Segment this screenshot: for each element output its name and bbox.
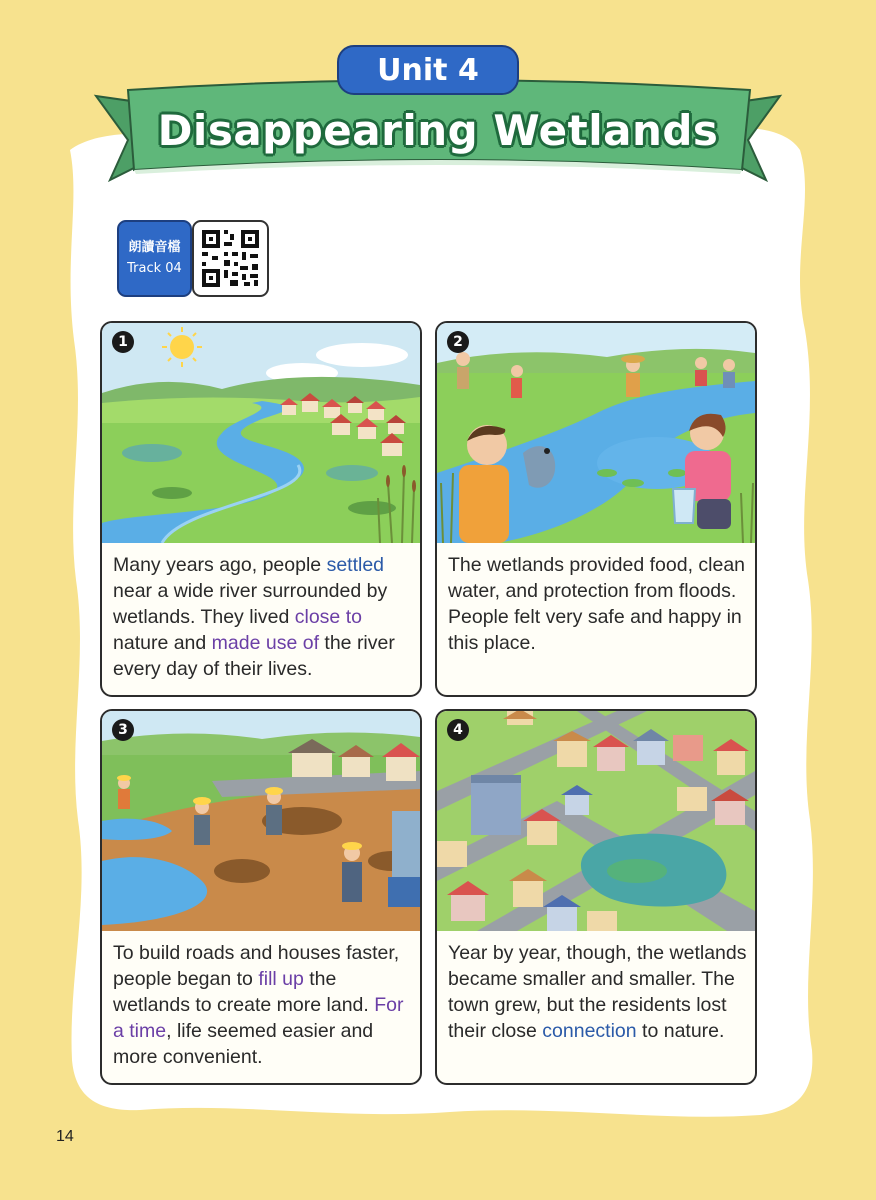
caption-segment: the wetlands to create more land. xyxy=(113,968,375,1016)
keyword-close-to: close to xyxy=(294,606,362,628)
qr-code-icon[interactable] xyxy=(192,220,269,297)
caption-segment: nature and xyxy=(113,632,212,654)
panel-3-illustration xyxy=(102,711,420,931)
page-title: Disappearing Wetlands xyxy=(157,106,719,155)
caption-segment: , life seemed easier and more convenient. xyxy=(113,1020,374,1068)
unit-label: Unit 4 xyxy=(377,53,479,88)
story-panel-4 xyxy=(435,709,757,1085)
page-number: 14 xyxy=(56,1128,74,1145)
keyword-connection: connection xyxy=(542,1020,637,1042)
title-banner xyxy=(0,0,876,200)
keyword-settled: settled xyxy=(326,554,385,576)
caption-segment: The wetlands provided food, clean water, and protection from floods. People felt very safe and happy in this place. xyxy=(448,554,746,654)
story-panel-2 xyxy=(435,321,757,697)
panel-number: 1 xyxy=(112,331,134,353)
track-label-en: Track 04 xyxy=(127,261,182,276)
caption-segment: to nature. xyxy=(636,1020,725,1042)
keyword-fill-up: fill up xyxy=(258,968,304,990)
track-badge[interactable] xyxy=(117,220,192,297)
story-panel-1 xyxy=(100,321,422,697)
caption-segment: near a wide river surrounded by wetlands. They lived xyxy=(113,580,388,628)
panel-number: 3 xyxy=(112,719,134,741)
caption-segment: To build roads and houses faster, people began to xyxy=(113,942,400,990)
panel-caption xyxy=(448,552,752,656)
panel-caption xyxy=(113,940,417,1070)
caption-segment: Year by year, though, the wetlands became smaller and smaller. The town grew, but the residents lost their close xyxy=(448,942,747,1042)
caption-segment: Many years ago, people xyxy=(113,554,327,576)
track-label-zh: 朗讀音檔 xyxy=(128,240,181,255)
keyword-for-a-time: For a time xyxy=(113,994,404,1042)
caption-segment: the river every day of their lives. xyxy=(113,632,395,680)
audio-track[interactable] xyxy=(117,220,270,298)
keyword-made-use-of: made use of xyxy=(211,632,319,654)
panel-caption xyxy=(113,552,417,682)
panel-caption xyxy=(448,940,752,1044)
panel-1-illustration xyxy=(102,323,420,543)
panel-2-illustration xyxy=(437,323,755,543)
story-panel-3 xyxy=(100,709,422,1085)
panel-number: 2 xyxy=(447,331,469,353)
panel-4-illustration xyxy=(437,711,755,931)
panel-number: 4 xyxy=(447,719,469,741)
